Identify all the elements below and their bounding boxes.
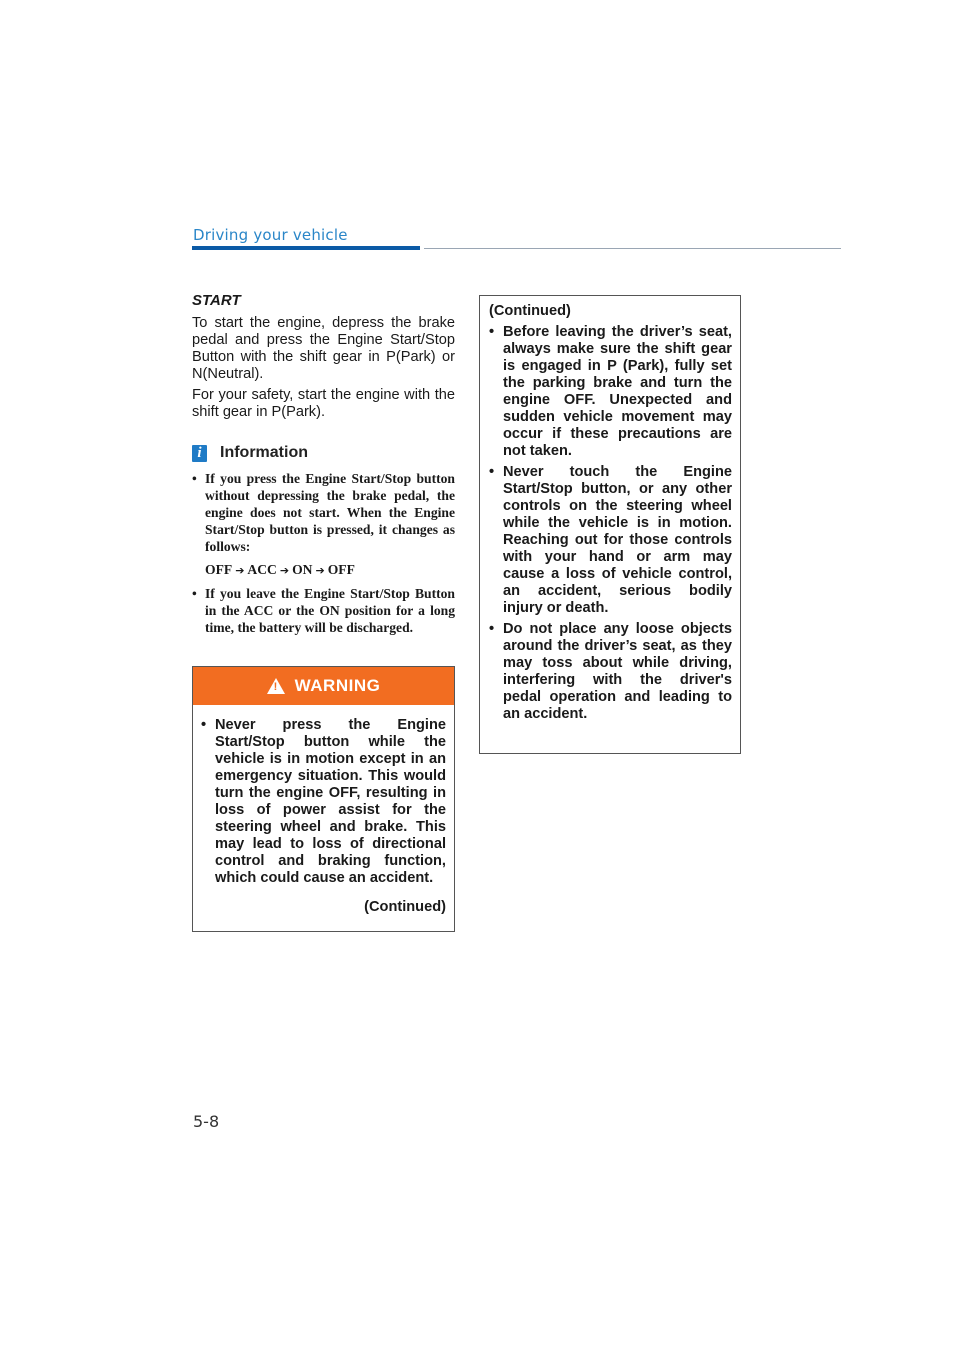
start-paragraph-1: To start the engine, depress the brake pedal and press the Engine Start/Stop Button with the shift gear in P(Park) or N(Neutral). [192,315,455,382]
information-label: Information [220,444,308,461]
continued-label: (Continued) [364,899,446,915]
mode-on: ON [292,562,313,577]
warning-box [192,666,455,932]
warning-header [193,667,454,705]
arrow-right-icon: ➔ [279,564,290,577]
information-list [192,470,455,642]
arrow-right-icon: ➔ [315,564,325,577]
warning-continued-box [479,295,741,754]
warning-item: • Never touch the Engine Start/Stop button, or any other controls on the steering wheel while the vehicle is in motion. Reaching out for those controls with your hand or arm may cause a loss of vehicle control, an accident, serious bodily injury or death. [489,464,732,617]
info-icon: i [192,445,207,462]
page-number: 5-8 [193,1112,220,1131]
information-item [192,585,455,636]
header-divider [424,248,841,249]
warning-list [201,717,446,891]
continued-label: (Continued) [489,303,571,319]
warning-item: • Do not place any loose objects around the driver’s seat, as they may toss about while driving, interfering with the driver's pedal operation and leading to an accident. [489,621,732,723]
mode-off-final: OFF [327,562,355,577]
mode-acc: ACC [247,562,277,577]
start-paragraph-2: For your safety, start the engine with the shift gear in P(Park). [192,387,455,420]
information-item [192,470,455,579]
warning-item: • Never press the Engine Start/Stop button while the vehicle is in motion except in an emergency situation. This would turn the engine OFF, resulting in loss of power assist for the steering wheel and brake. This may lead to loss of directional control and braking function, which could cause an accident. [201,717,446,887]
mode-sequence [205,561,455,579]
information-item-text: If you leave the Engine Start/Stop Button in the ACC or the ON position for a long time, the battery will be discharged. [205,586,455,635]
start-heading: START [192,292,241,309]
information-item-text: If you press the Engine Start/Stop button without depressing the brake pedal, the engine does not start. When the Engine Start/Stop button is pressed, it changes as follows: [205,471,455,554]
warning-triangle-icon: ! [267,678,285,694]
mode-off: OFF [205,562,233,577]
header-accent-rule [192,246,420,250]
arrow-right-icon: ➔ [235,564,245,577]
information-heading [192,443,308,463]
warning-continued-list [489,324,732,727]
section-title: Driving your vehicle [193,226,348,244]
warning-title: WARNING [294,676,381,695]
warning-item: • Before leaving the driver’s seat, always make sure the shift gear is engaged in P (Park), fully set the parking brake and turn the engine OFF. Unexpected and sudden vehicle movement may occur if these precautions are not taken. [489,324,732,460]
